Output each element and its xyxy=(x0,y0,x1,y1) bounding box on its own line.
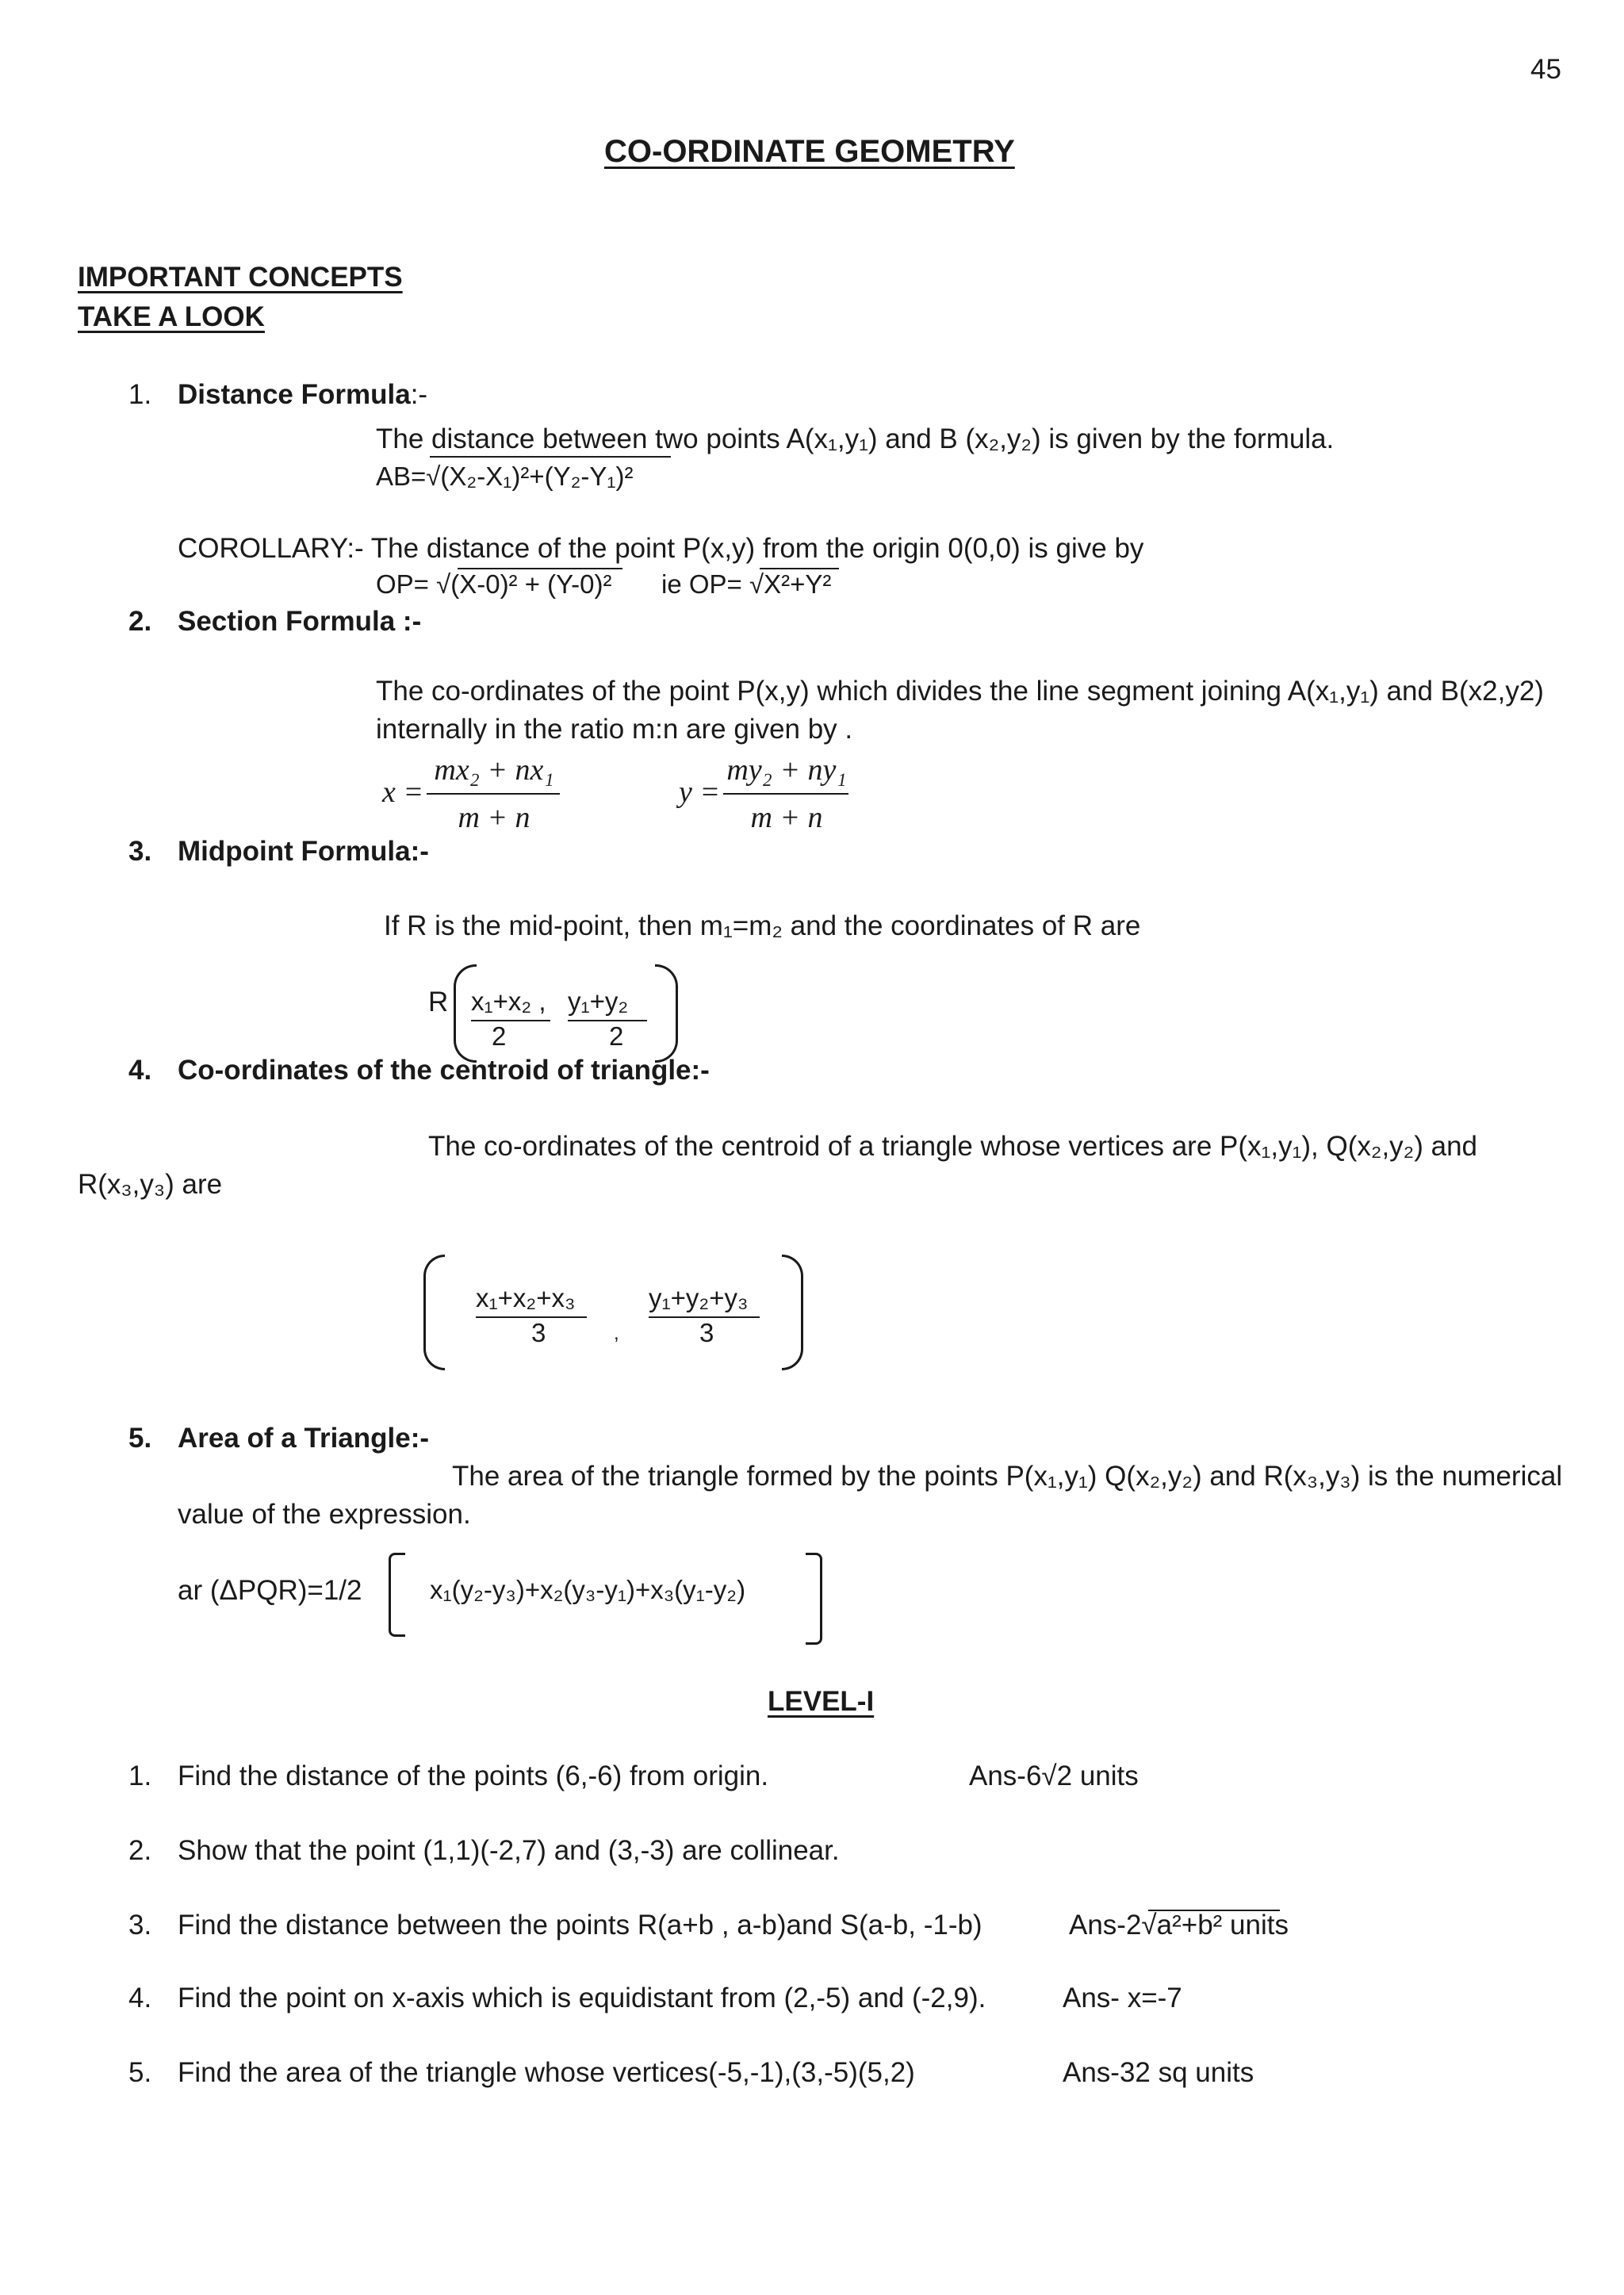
section-x-denominator: m + n xyxy=(458,801,530,834)
centroid-x-numerator: x₁+x₂+x₃ xyxy=(476,1283,576,1312)
question-text: Find the distance of the points (6,-6) from origin. xyxy=(178,1761,769,1791)
area-lhs: ar (ΔPQR)=1/2 xyxy=(178,1575,362,1606)
fraction-bar xyxy=(568,1020,647,1021)
right-bracket xyxy=(806,1553,822,1645)
centroid-text-1: The co-ordinates of the centroid of a triangle whose vertices are P(x₁,y₁), Q(x₂,y₂) and xyxy=(428,1131,1478,1162)
right-paren xyxy=(782,1255,803,1370)
section-y-denominator: m + n xyxy=(750,801,823,834)
corollary-text: COROLLARY:- The distance of the point P(x,y) from the origin 0(0,0) is give by xyxy=(178,533,1144,564)
midpoint-x-denominator: 2 xyxy=(492,1021,507,1051)
question-number: 1. xyxy=(128,1761,152,1791)
question-answer: Ans-2√a²+b² units xyxy=(1069,1910,1289,1941)
concept-1-name: Distance Formula xyxy=(178,379,411,410)
left-bracket xyxy=(389,1553,405,1637)
section-heading-concepts: IMPORTANT CONCEPTS xyxy=(78,262,403,293)
centroid-comma: , xyxy=(614,1323,619,1344)
sqrt-overline xyxy=(458,568,622,569)
concept-1-suffix: :- xyxy=(410,379,428,410)
question-number: 3. xyxy=(128,1910,152,1941)
question-number: 4. xyxy=(128,1983,152,2013)
fraction-bar xyxy=(471,1020,550,1021)
concept-4-number: 4. xyxy=(128,1055,152,1086)
fraction-bar xyxy=(723,793,848,795)
midpoint-y-denominator: 2 xyxy=(609,1021,624,1051)
fraction-bar xyxy=(427,793,560,795)
section-x-numerator: mx₂ + nx₁ xyxy=(434,753,554,787)
concept-3-number: 3. xyxy=(128,836,152,867)
centroid-y-numerator: y₁+y₂+y₃ xyxy=(649,1283,749,1312)
midpoint-text: If R is the mid-point, then m₁=m₂ and the coordinates of R are xyxy=(384,910,1141,941)
question-answer: Ans-6√2 units xyxy=(969,1761,1139,1791)
question-number: 2. xyxy=(128,1835,152,1866)
concept-5-number: 5. xyxy=(128,1423,152,1454)
page-number: 45 xyxy=(1530,54,1561,85)
section-y-numerator: my₂ + ny₁ xyxy=(726,753,847,787)
concept-2-heading: Section Formula :- xyxy=(178,606,422,637)
centroid-y-denominator: 3 xyxy=(699,1318,714,1347)
page-title: CO-ORDINATE GEOMETRY xyxy=(604,134,1015,169)
question-answer: Ans- x=-7 xyxy=(1063,1983,1182,2013)
distance-formula-text: The distance between two points A(x₁,y₁) and B (x₂,y₂) is given by the formula. xyxy=(376,423,1335,454)
area-text-1: The area of the triangle formed by the points P(x₁,y₁) Q(x₂,y₂) and R(x₃,y₃) is the numerical xyxy=(452,1461,1563,1492)
section-heading-take-a-look: TAKE A LOOK xyxy=(78,301,265,332)
midpoint-r-label: R xyxy=(428,987,449,1017)
question-text: Show that the point (1,1)(-2,7) and (3,-3) are collinear. xyxy=(178,1835,840,1866)
area-text-2: value of the expression. xyxy=(178,1499,471,1530)
corollary-formula: OP= √(X-0)² + (Y-0)² xyxy=(376,569,612,599)
sqrt-overline xyxy=(760,568,839,569)
section-formula-text-2: internally in the ratio m:n are given by . xyxy=(376,714,853,745)
level-heading: LEVEL-I xyxy=(768,1686,875,1717)
distance-formula: AB=√(X₂-X₁)²+(Y₂-Y₁)² xyxy=(376,462,634,491)
left-paren xyxy=(423,1255,445,1370)
section-y-lhs: y = xyxy=(679,776,721,809)
area-expression: x₁(y₂-y₃)+x₂(y₃-y₁)+x₃(y₁-y₂) xyxy=(430,1575,746,1604)
concept-1-heading xyxy=(178,379,427,411)
question-text: Find the point on x-axis which is equidistant from (2,-5) and (-2,9). xyxy=(178,1983,986,2013)
question-text: Find the distance between the points R(a+b , a-b)and S(a-b, -1-b) xyxy=(178,1910,982,1941)
midpoint-x-numerator: x₁+x₂ , xyxy=(471,987,546,1016)
concept-3-heading: Midpoint Formula:- xyxy=(178,836,429,867)
concept-5-heading: Area of a Triangle:- xyxy=(178,1423,430,1454)
sqrt-overline xyxy=(430,456,671,458)
centroid-x-denominator: 3 xyxy=(531,1318,546,1347)
concept-2-number: 2. xyxy=(128,606,152,637)
question-number: 5. xyxy=(128,2057,152,2088)
concept-4-heading: Co-ordinates of the centroid of triangle:- xyxy=(178,1055,710,1086)
question-answer: Ans-32 sq units xyxy=(1063,2057,1254,2088)
corollary-formula-2: ie OP= √X²+Y² xyxy=(661,569,832,599)
midpoint-y-numerator: y₁+y₂ xyxy=(568,987,629,1016)
centroid-text-2: R(x₃,y₃) are xyxy=(78,1169,223,1200)
section-formula-text-1: The co-ordinates of the point P(x,y) which divides the line segment joining A(x₁,y₁) and B(x2,y2) xyxy=(376,676,1544,707)
concept-1-number: 1. xyxy=(128,379,152,410)
right-paren xyxy=(655,964,678,1063)
section-x-lhs: x = xyxy=(382,776,424,809)
question-text: Find the area of the triangle whose vertices(-5,-1),(3,-5)(5,2) xyxy=(178,2057,915,2088)
